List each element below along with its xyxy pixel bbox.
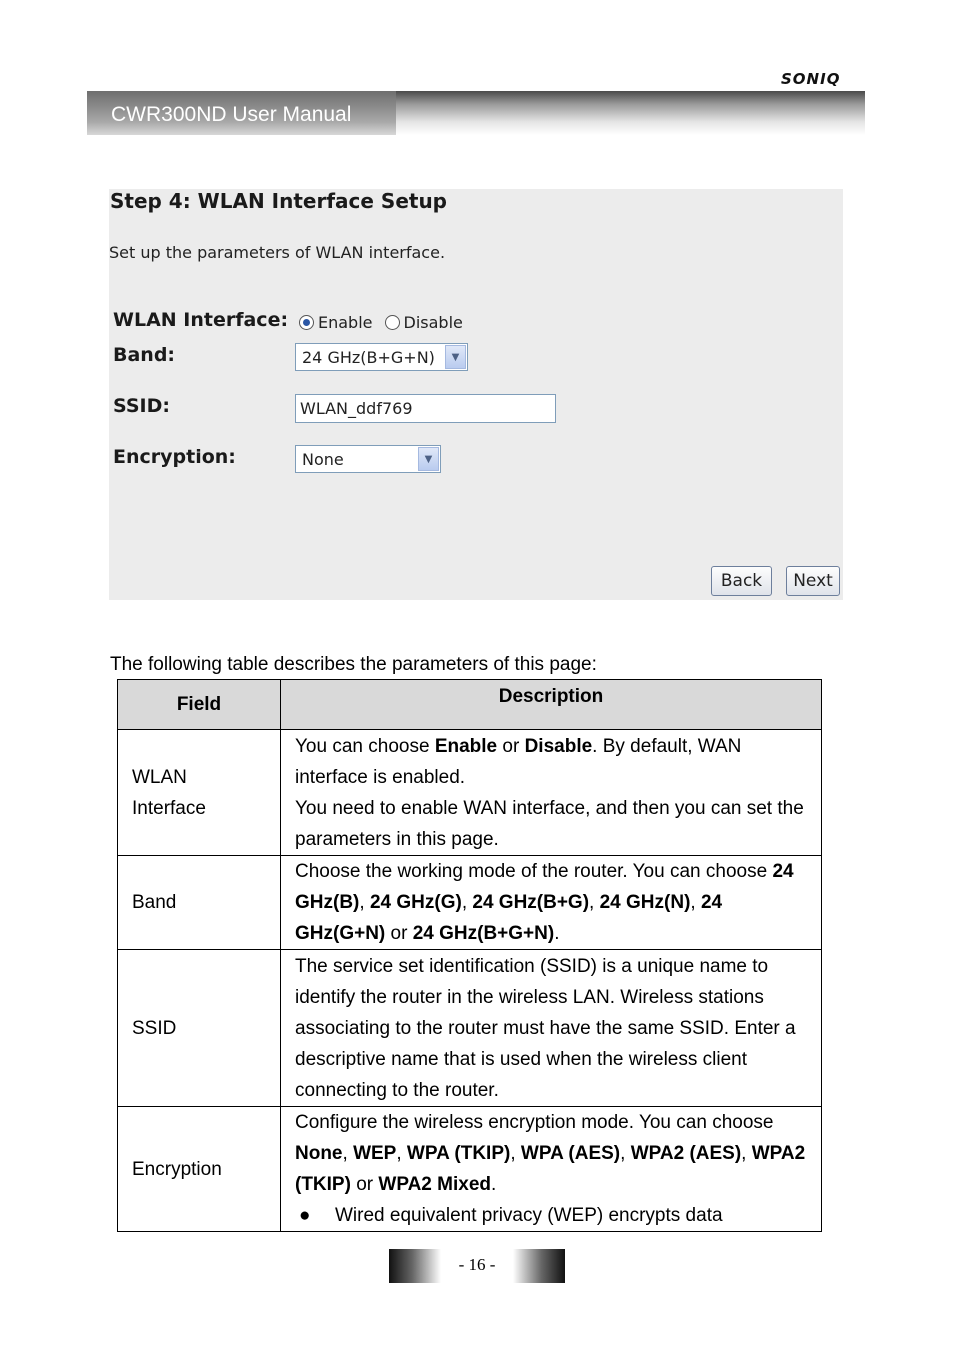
brand-logo: SONIQ bbox=[781, 70, 841, 88]
field-cell: Band bbox=[118, 856, 281, 950]
desc-text: Choose the working mode of the router. You can choose bbox=[295, 861, 773, 882]
field-name: Interface bbox=[132, 797, 206, 819]
desc-bold: Disable bbox=[524, 735, 593, 757]
chevron-down-icon: ▼ bbox=[445, 345, 466, 369]
desc-text: or bbox=[497, 735, 525, 757]
parameters-table bbox=[117, 679, 822, 1232]
bullet-text: Wired equivalent privacy (WEP) encrypts data bbox=[335, 1205, 723, 1226]
desc-text: or bbox=[350, 1174, 379, 1195]
desc-text: , bbox=[620, 1143, 631, 1164]
desc-text: . bbox=[554, 923, 560, 944]
footer-gradient-left bbox=[389, 1249, 441, 1283]
desc-bold: WPA2 (TKIP) bbox=[295, 1143, 806, 1195]
desc-bold: WPA2 (AES) bbox=[630, 1143, 742, 1164]
field-cell bbox=[118, 730, 281, 856]
desc-bold: WPA (AES) bbox=[520, 1143, 621, 1164]
next-button[interactable]: Next bbox=[786, 566, 840, 596]
header-field: Field bbox=[118, 680, 281, 730]
desc-bold: Enable bbox=[434, 735, 498, 757]
table-row bbox=[118, 1107, 822, 1232]
desc-text: , bbox=[461, 892, 473, 913]
chevron-down-icon: ▼ bbox=[418, 447, 439, 471]
back-button[interactable]: Back bbox=[711, 566, 772, 596]
description-cell bbox=[281, 1107, 822, 1232]
header-description: Description bbox=[281, 680, 822, 730]
desc-text: . bbox=[491, 1174, 497, 1195]
desc-text: You can choose bbox=[295, 735, 435, 757]
desc-bold: 24 GHz(G) bbox=[369, 892, 462, 913]
encryption-select[interactable] bbox=[295, 445, 441, 473]
desc-bold: None bbox=[295, 1143, 343, 1164]
desc-text: or bbox=[385, 923, 413, 944]
desc-text: , bbox=[741, 1143, 752, 1164]
ssid-label: SSID: bbox=[113, 395, 170, 417]
desc-bold: 24 GHz(B) bbox=[295, 861, 794, 913]
wlan-interface-radio-group bbox=[299, 313, 475, 332]
manual-title: CWR300ND User Manual bbox=[111, 103, 352, 126]
table-header-row bbox=[118, 680, 822, 730]
desc-bold: 24 GHz(B+G) bbox=[472, 892, 590, 913]
disable-radio[interactable] bbox=[385, 315, 400, 330]
desc-bold: 24 GHz(B+G+N) bbox=[412, 923, 555, 944]
table-row bbox=[118, 856, 822, 950]
field-cell: Encryption bbox=[118, 1107, 281, 1232]
desc-bold: 24 GHz(G+N) bbox=[295, 892, 723, 944]
band-select-value: 24 GHz(B+G+N) bbox=[302, 348, 435, 367]
desc-text: , bbox=[396, 1143, 407, 1164]
table-intro: The following table describes the parameters of this page: bbox=[110, 654, 597, 675]
footer-gradient-right bbox=[513, 1249, 565, 1283]
page-number: - 16 - bbox=[458, 1255, 496, 1274]
desc-bold: 24 GHz(N) bbox=[599, 892, 691, 913]
step-title: Step 4: WLAN Interface Setup bbox=[110, 189, 448, 213]
wlan-setup-screenshot bbox=[109, 189, 843, 600]
ssid-input-value: WLAN_ddf769 bbox=[300, 399, 413, 418]
field-name: WLAN bbox=[132, 766, 187, 788]
band-label: Band: bbox=[113, 344, 176, 366]
enable-radio[interactable] bbox=[299, 315, 314, 330]
disable-radio-label: Disable bbox=[403, 313, 463, 332]
desc-text: , bbox=[589, 892, 600, 913]
description-cell bbox=[281, 730, 822, 856]
band-select[interactable] bbox=[295, 343, 468, 371]
step-description: Set up the parameters of WLAN interface. bbox=[109, 243, 446, 262]
table-row bbox=[118, 950, 822, 1107]
desc-text: . By default, WAN interface is enabled. bbox=[295, 735, 742, 788]
description-cell bbox=[281, 856, 822, 950]
desc-bold: WPA (TKIP) bbox=[406, 1143, 511, 1164]
encryption-label: Encryption: bbox=[113, 446, 236, 468]
desc-text: , bbox=[359, 892, 370, 913]
wlan-interface-label: WLAN Interface: bbox=[113, 309, 289, 331]
encryption-select-value: None bbox=[302, 450, 344, 469]
ssid-input[interactable] bbox=[295, 394, 556, 423]
field-cell: SSID bbox=[118, 950, 281, 1107]
desc-text: Configure the wireless encryption mode. You can choose bbox=[295, 1112, 774, 1133]
description-cell: The service set identification (SSID) is a unique name to identify the router in the wireless LAN. Wireless stations associating to the router must have the same SSID. Enter a descriptive name that is used when the wireless client connecting to the router. bbox=[281, 950, 822, 1107]
desc-bold: WEP bbox=[353, 1143, 397, 1164]
bullet-item bbox=[295, 1200, 809, 1231]
desc-text: You need to enable WAN interface, and then you can set the parameters in this page. bbox=[295, 797, 804, 850]
enable-radio-label: Enable bbox=[318, 313, 373, 332]
desc-bold: WPA2 Mixed bbox=[378, 1174, 491, 1195]
desc-text: , bbox=[342, 1143, 354, 1164]
desc-text: , bbox=[510, 1143, 521, 1164]
table-row bbox=[118, 730, 822, 856]
desc-text: , bbox=[690, 892, 701, 913]
bullet-icon: ● bbox=[299, 1205, 311, 1226]
